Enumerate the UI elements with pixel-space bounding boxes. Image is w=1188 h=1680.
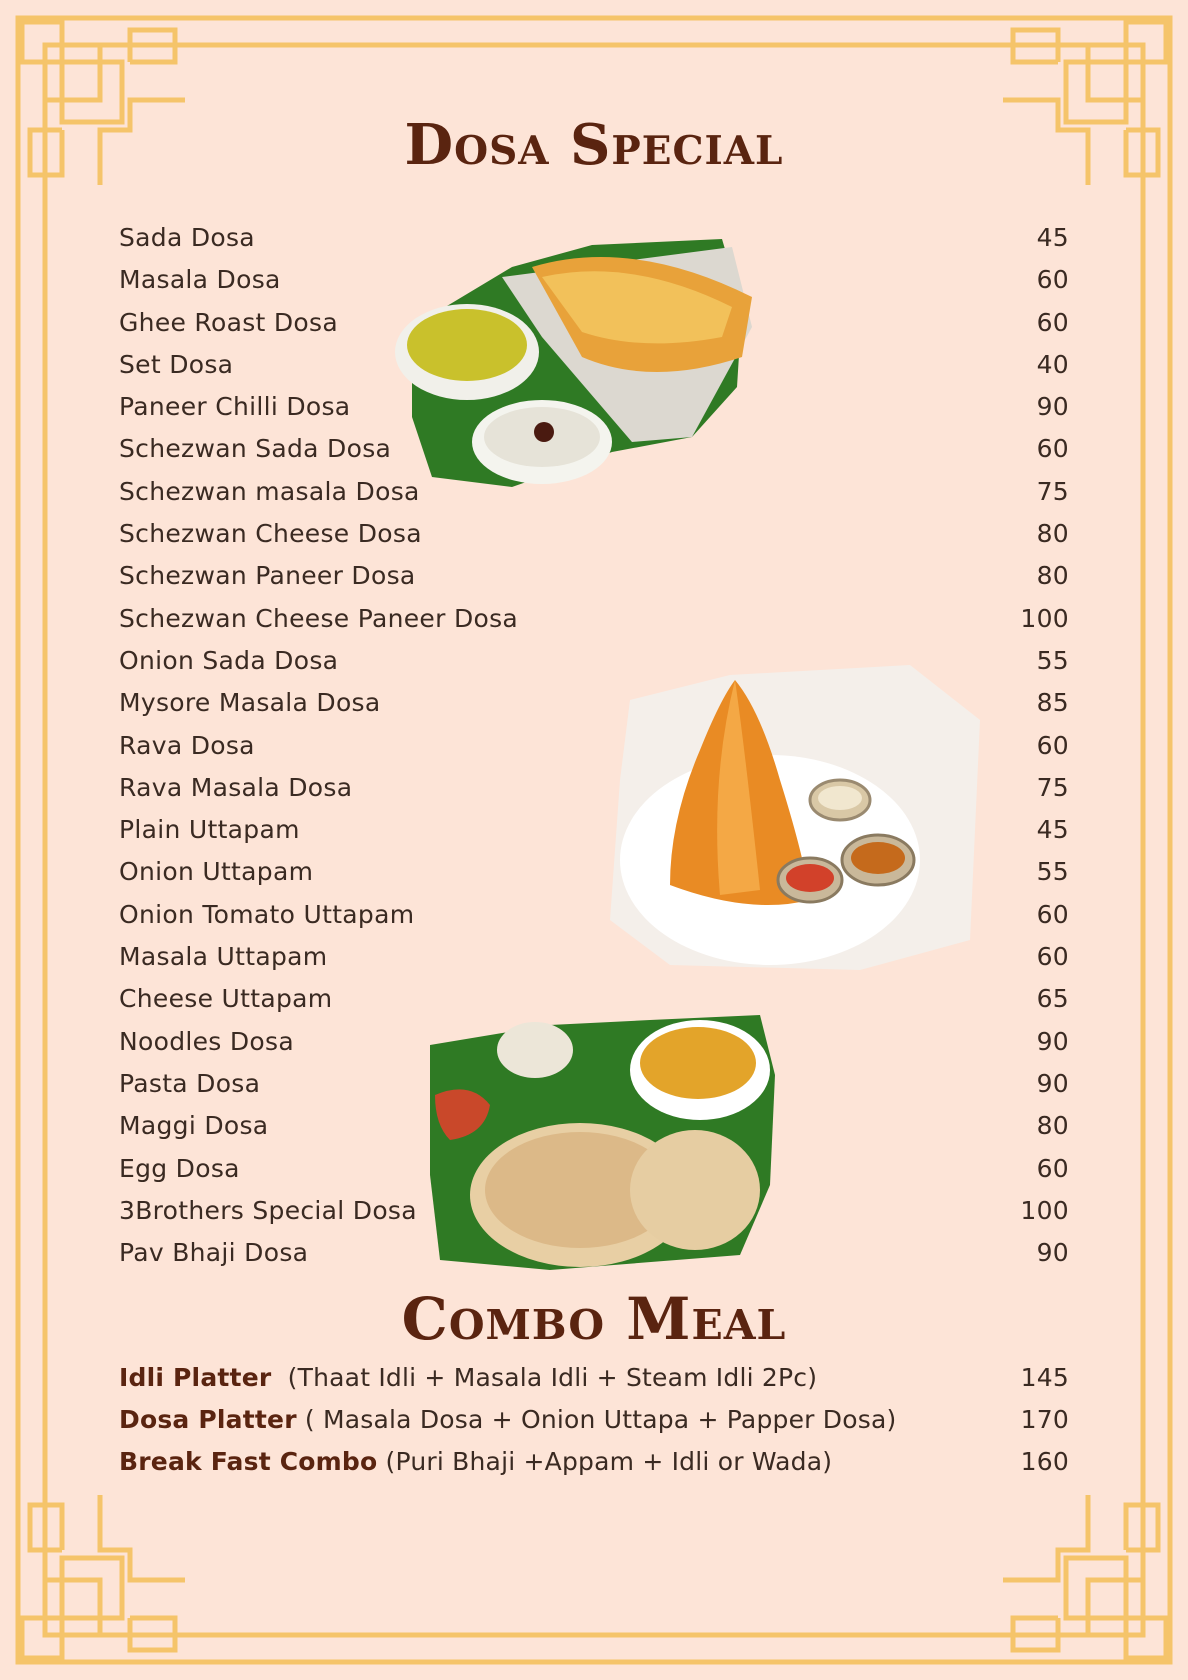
menu-item-name: Schezwan Paneer Dosa — [119, 561, 416, 591]
menu-item-name: Paneer Chilli Dosa — [119, 392, 351, 422]
menu-item-price: 75 — [1036, 476, 1069, 506]
menu-item-price: 40 — [1036, 349, 1069, 379]
cone-dosa-photo — [610, 660, 988, 980]
menu-item-name: Rava Masala Dosa — [119, 772, 353, 802]
menu-item-price: 100 — [1020, 603, 1069, 633]
menu-item-name: Pav Bhaji Dosa — [119, 1238, 309, 1268]
menu-item-name: Noodles Dosa — [119, 1026, 294, 1056]
menu-item-name: Onion Tomato Uttapam — [119, 899, 415, 929]
dosa-with-chutney-photo — [392, 237, 800, 502]
menu-item-name: Ghee Roast Dosa — [119, 307, 338, 337]
menu-item-price: 55 — [1036, 645, 1069, 675]
menu-item-price: 65 — [1036, 984, 1069, 1014]
menu-item-price: 90 — [1036, 1238, 1069, 1268]
menu-item-name: Masala Dosa — [119, 265, 281, 295]
combo-item-name: Break Fast Combo — [119, 1447, 378, 1476]
combo-item-description: (Thaat Idli + Masala Idli + Steam Idli 2Pc) — [271, 1363, 818, 1392]
combo-item-row — [119, 1357, 1069, 1399]
menu-item-name: Maggi Dosa — [119, 1111, 269, 1141]
menu-item-name: Schezwan Sada Dosa — [119, 434, 392, 464]
menu-item-price: 60 — [1036, 265, 1069, 295]
menu-item-price: 80 — [1036, 561, 1069, 591]
menu-item-name: Plain Uttapam — [119, 815, 300, 845]
menu-item-price: 100 — [1020, 1195, 1069, 1225]
menu-item-price: 60 — [1036, 899, 1069, 929]
menu-item-price: 60 — [1036, 307, 1069, 337]
combo-item-description: ( Masala Dosa + Onion Uttapa + Papper Dosa) — [296, 1405, 897, 1434]
menu-item-name: Onion Sada Dosa — [119, 645, 339, 675]
dosa-special-title: Dosa Special — [404, 112, 784, 178]
menu-item-name: Schezwan Cheese Paneer Dosa — [119, 603, 519, 633]
menu-item-price: 90 — [1036, 1068, 1069, 1098]
combo-item-price: 170 — [1020, 1405, 1069, 1434]
combo-item-row — [119, 1441, 1069, 1483]
combo-item-name: Idli Platter — [119, 1363, 272, 1392]
menu-item-name: Onion Uttapam — [119, 857, 314, 887]
combo-item-price: 145 — [1020, 1363, 1069, 1392]
menu-item-price: 75 — [1036, 772, 1069, 802]
menu-item-name: Schezwan Cheese Dosa — [119, 519, 422, 549]
menu-item-price: 60 — [1036, 942, 1069, 972]
menu-item-name: Egg Dosa — [119, 1153, 240, 1183]
menu-item-name: Sada Dosa — [119, 223, 255, 252]
menu-item-price: 85 — [1036, 688, 1069, 718]
menu-item-price: 80 — [1036, 519, 1069, 549]
combo-item-price: 160 — [1020, 1447, 1069, 1476]
menu-item-price: 60 — [1036, 1153, 1069, 1183]
menu-item-row — [119, 513, 1069, 555]
combo-menu-list — [119, 1357, 1069, 1483]
menu-item-name: 3Brothers Special Dosa — [119, 1195, 417, 1225]
menu-item-name: Masala Uttapam — [119, 942, 328, 972]
menu-item-price: 60 — [1036, 434, 1069, 464]
menu-item-price: 90 — [1036, 1026, 1069, 1056]
combo-item-name: Dosa Platter — [119, 1405, 297, 1434]
combo-item-row — [119, 1399, 1069, 1441]
combo-meal-title: Combo Meal — [401, 1285, 787, 1353]
menu-item-name: Set Dosa — [119, 349, 234, 379]
menu-item-name: Rava Dosa — [119, 730, 255, 760]
menu-item-name: Mysore Masala Dosa — [119, 688, 381, 718]
menu-item-name: Schezwan masala Dosa — [119, 476, 420, 506]
menu-item-price: 90 — [1036, 392, 1069, 422]
combo-item-description: (Puri Bhaji +Appam + Idli or Wada) — [377, 1447, 833, 1476]
menu-item-name: Cheese Uttapam — [119, 984, 333, 1014]
uttapam-on-leaf-photo — [430, 1015, 778, 1273]
menu-item-price: 55 — [1036, 857, 1069, 887]
menu-item-row — [119, 555, 1069, 597]
menu-item-price: 45 — [1036, 223, 1069, 252]
menu-item-name: Pasta Dosa — [119, 1068, 261, 1098]
menu-item-price: 60 — [1036, 730, 1069, 760]
menu-item-price: 45 — [1036, 815, 1069, 845]
menu-item-price: 80 — [1036, 1111, 1069, 1141]
menu-item-row — [119, 598, 1069, 640]
